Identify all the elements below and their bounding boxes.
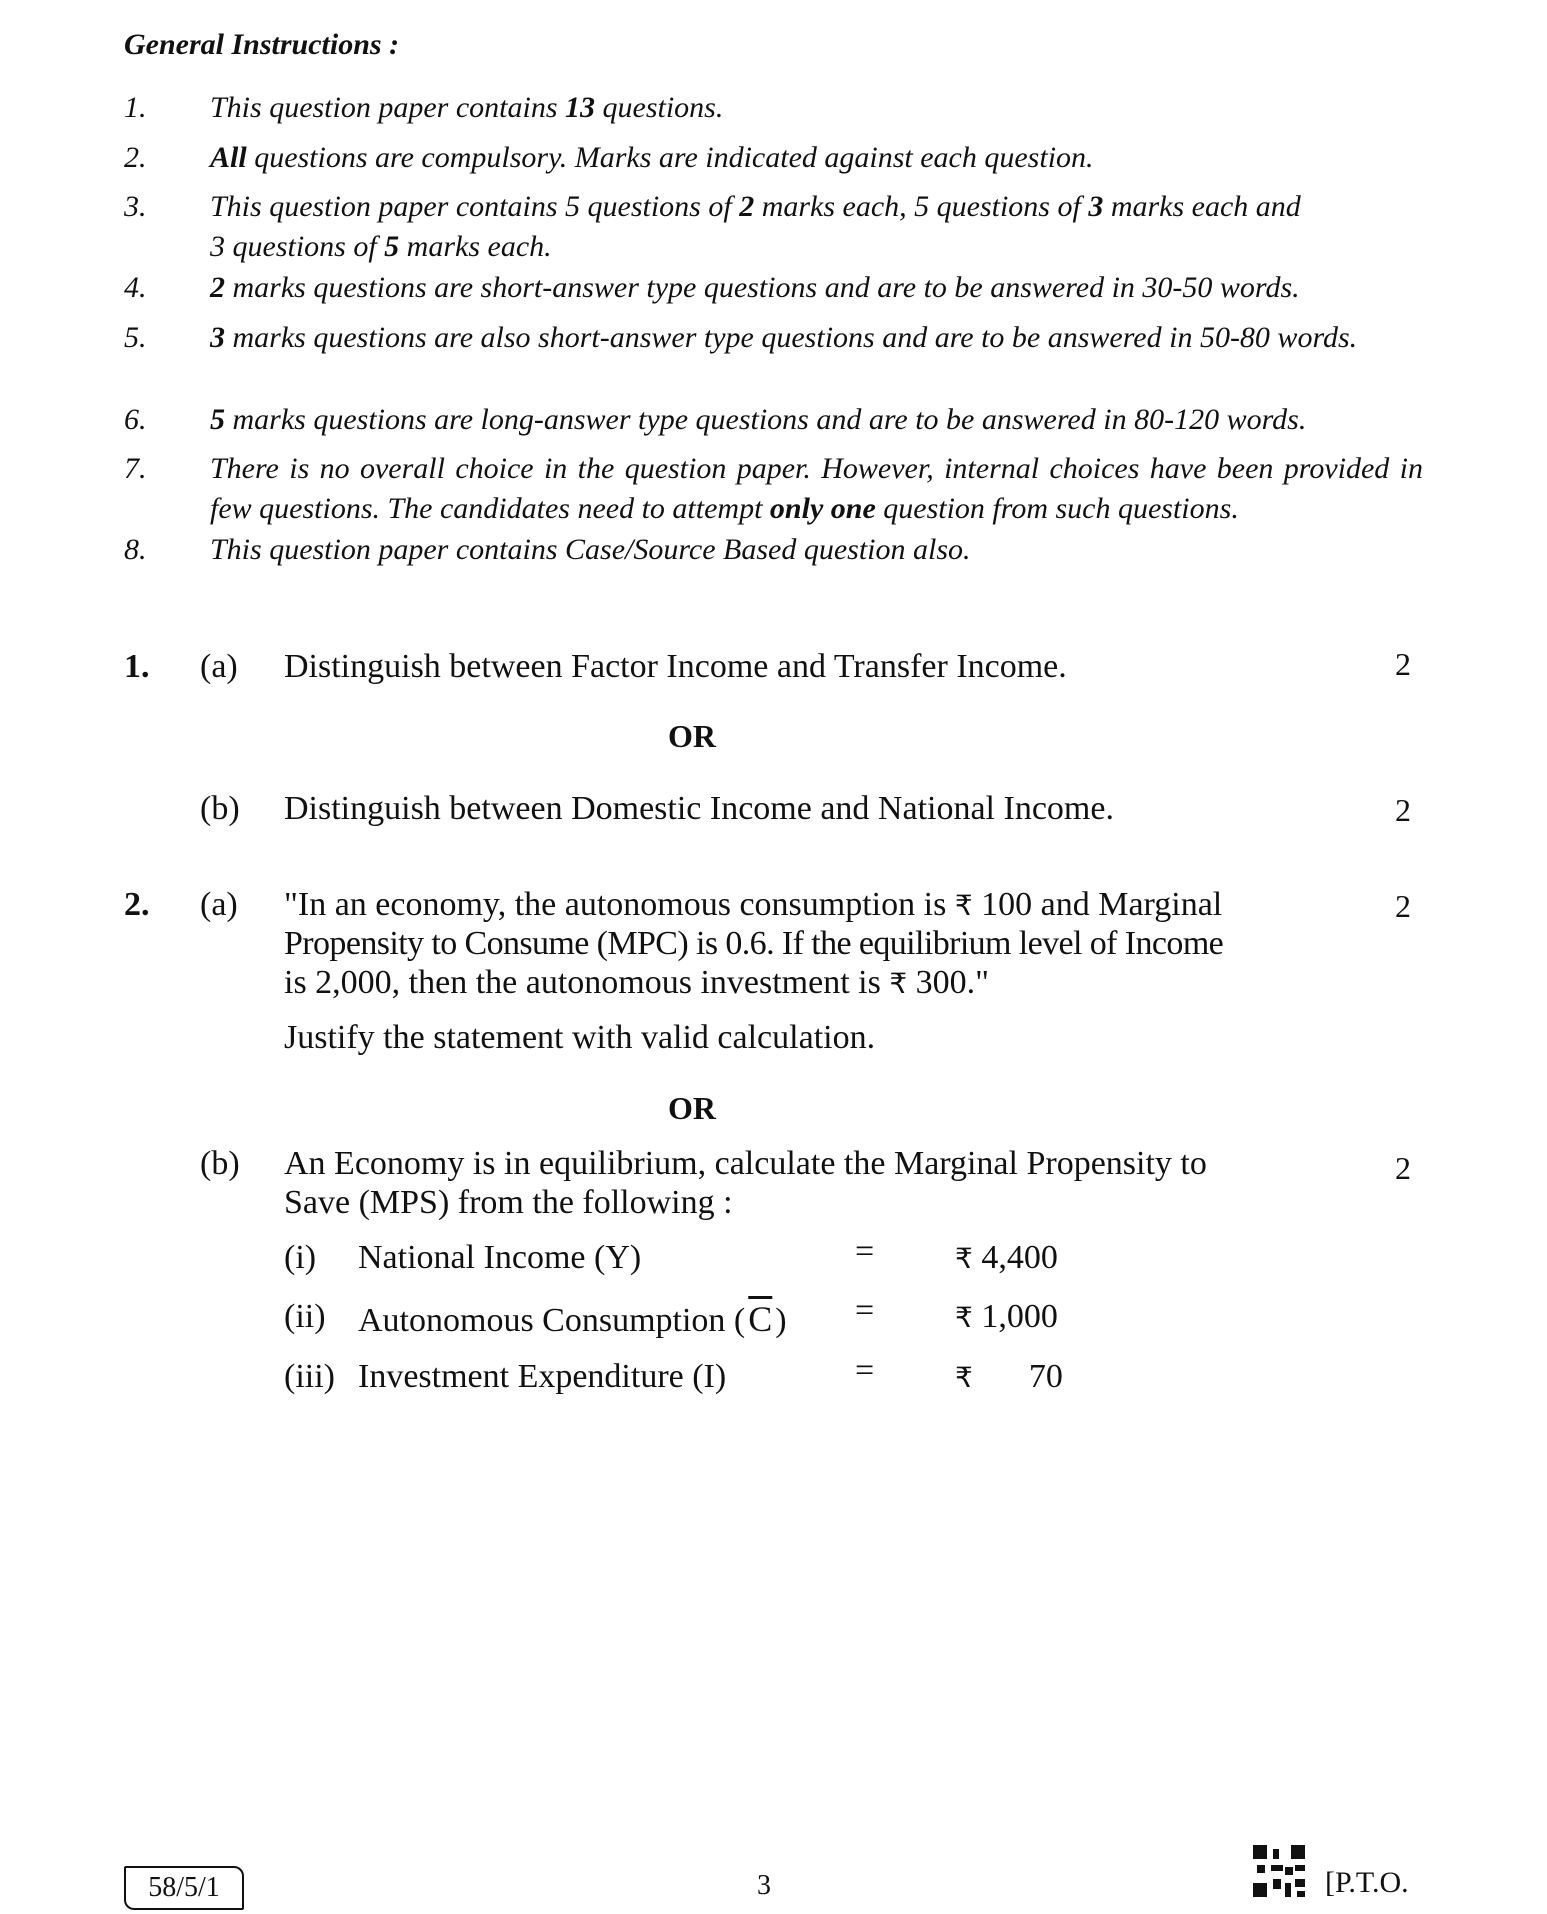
question-text: Propensity to Consume (MPC) is 0.6. If the equilibrium level of Income — [284, 925, 1224, 962]
item-label: (iii) — [284, 1358, 335, 1395]
instruction-number: 4. — [124, 271, 147, 304]
question-text: "In an economy, the autonomous consumption is ₹ 100 and Marginal — [284, 886, 1223, 923]
marks: 2 — [1395, 646, 1411, 682]
rupee-symbol: ₹ — [955, 1361, 973, 1394]
question-text: is 2,000, then the autonomous investment is ₹ 300." — [284, 964, 990, 1001]
sub-question-label: (a) — [200, 886, 238, 923]
rupee-symbol: ₹ — [955, 1242, 973, 1275]
item-text: Investment Expenditure (I) — [358, 1358, 727, 1395]
item-value: ₹ 4,400 — [955, 1239, 1058, 1276]
item-value: ₹ 70 — [955, 1358, 1063, 1395]
rupee-symbol: ₹ — [955, 1301, 973, 1334]
marks: 2 — [1395, 792, 1411, 828]
instruction-number: 8. — [124, 533, 147, 566]
instruction-number: 3. — [124, 190, 147, 223]
question-number: 1. — [124, 648, 150, 685]
marks: 2 — [1395, 888, 1411, 924]
question-number: 2. — [124, 886, 150, 923]
equals-sign: = — [855, 1352, 875, 1389]
instructions-heading: General Instructions : — [124, 28, 400, 61]
marks: 2 — [1395, 1150, 1411, 1186]
item-text: Autonomous Consumption $(\overline{C})$ — [358, 1299, 787, 1339]
rupee-symbol: ₹ — [889, 967, 908, 1000]
instruction-number: 1. — [124, 91, 147, 124]
item-text: National Income (Y) — [358, 1239, 642, 1276]
instruction-number: 2. — [124, 141, 147, 174]
equals-sign: = — [855, 1292, 875, 1329]
question-text: Distinguish between Factor Income and Transfer Income. — [284, 648, 1067, 685]
instruction-number: 5. — [124, 321, 147, 354]
instruction-number: 7. — [124, 452, 147, 485]
sub-question-label: (b) — [200, 790, 240, 827]
item-value: ₹ 1,000 — [955, 1298, 1058, 1335]
paper-code: 58/5/1 — [124, 1866, 244, 1910]
page-number: 3 — [757, 1870, 771, 1901]
or-separator: OR — [668, 718, 716, 754]
question-text: Justify the statement with valid calculation. — [284, 1019, 876, 1056]
item-label: (ii) — [284, 1298, 326, 1335]
qr-code-icon — [1253, 1845, 1305, 1897]
pto-label: [P.T.O. — [1325, 1866, 1409, 1899]
question-text: Distinguish between Domestic Income and National Income. — [284, 790, 1114, 827]
sub-question-label: (b) — [200, 1145, 240, 1182]
question-text: An Economy is in equilibrium, calculate the Marginal Propensity to — [284, 1145, 1207, 1182]
rupee-symbol: ₹ — [954, 889, 973, 922]
question-text: Save (MPS) from the following : — [284, 1184, 733, 1221]
sub-question-label: (a) — [200, 648, 238, 685]
equals-sign: = — [855, 1233, 875, 1270]
instruction-number: 6. — [124, 403, 147, 436]
item-label: (i) — [284, 1239, 317, 1276]
or-separator: OR — [668, 1090, 716, 1126]
c-bar-symbol: $\overline{C}$ — [748, 1299, 773, 1339]
